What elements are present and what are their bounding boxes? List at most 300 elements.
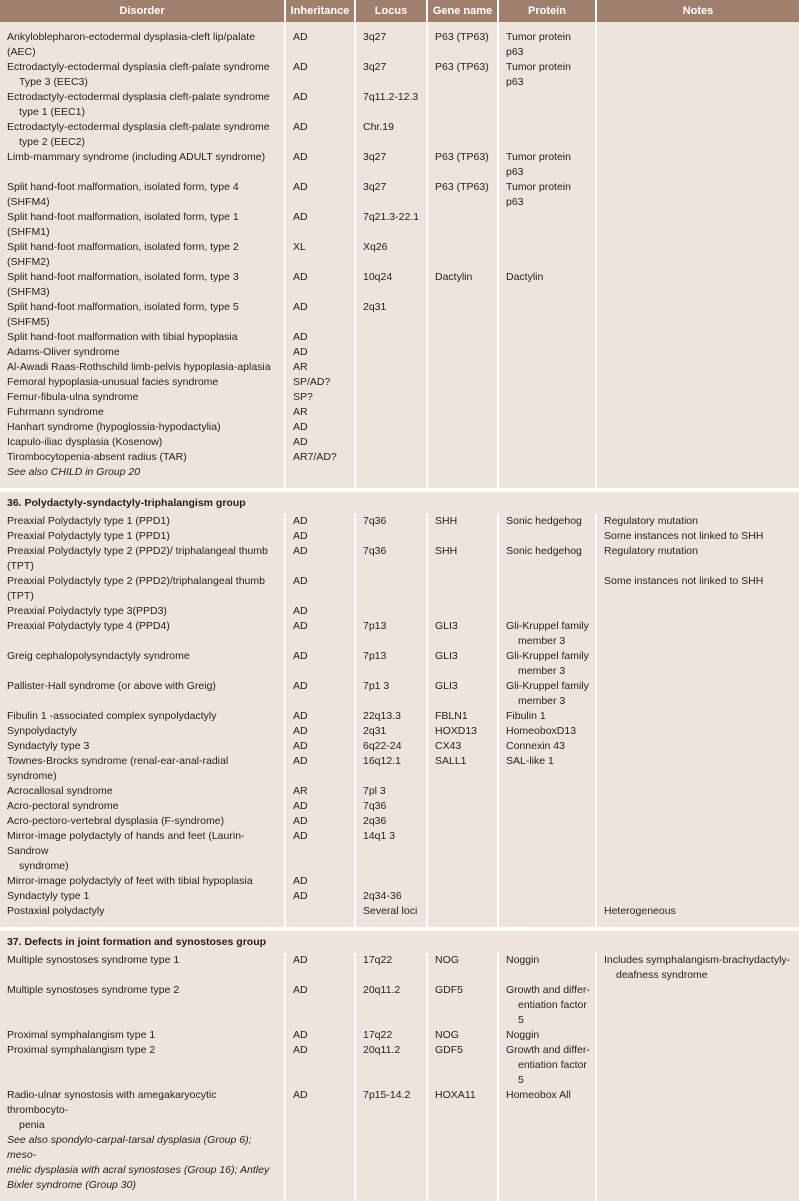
cell-line: Noggin — [506, 1029, 540, 1041]
cell-disorder — [0, 30, 285, 60]
cell-disorder — [0, 604, 285, 619]
cell-locus — [355, 604, 427, 619]
cell-line: Some instances not linked to SHH — [604, 530, 764, 542]
header-notes: Notes — [596, 0, 799, 22]
cell-notes — [596, 814, 799, 829]
spacer-cell — [0, 1193, 285, 1201]
cell-inheritance: AD — [285, 814, 355, 829]
table-row — [0, 874, 799, 889]
cell-gene — [427, 120, 498, 150]
cell-notes — [596, 375, 799, 390]
spacer-cell — [596, 22, 799, 30]
cell-gene — [427, 829, 498, 874]
spacer-cell — [427, 1193, 498, 1201]
cell-gene: SHH — [427, 514, 498, 529]
cell-inheritance: SP? — [285, 390, 355, 405]
cell-protein — [498, 300, 596, 330]
table-row — [0, 150, 799, 180]
cell-inheritance: AD — [285, 180, 355, 210]
cell-line: HomeoboxD13 — [506, 725, 577, 737]
cell-line: Preaxial Polydactyly type 2 (PPD2)/ triphalangeal thumb (TPT) — [7, 545, 268, 572]
cell-protein — [498, 983, 596, 1028]
cell-notes — [596, 60, 799, 90]
cell-protein — [498, 799, 596, 814]
cell-notes — [596, 889, 799, 904]
table-row — [0, 784, 799, 799]
cell-line: Mirror-image polydactyly of feet with tibial hypoplasia — [7, 875, 253, 887]
cell-locus: 2q31 — [355, 724, 427, 739]
cell-gene: GDF5 — [427, 983, 498, 1028]
cell-notes — [596, 240, 799, 270]
cell-locus: 7q11.2-12.3 — [355, 90, 427, 120]
cell-line: Femur-fibula-ulna syndrome — [7, 391, 139, 403]
cell-line: Preaxial Polydactyly type 2 (PPD2)/triphalangeal thumb (TPT) — [7, 575, 265, 602]
spacer-cell — [285, 1193, 355, 1201]
cell-protein — [498, 649, 596, 679]
spacer-cell — [498, 1193, 596, 1201]
spacer-cell — [427, 22, 498, 30]
cell-protein — [498, 574, 596, 604]
cell-gene — [427, 814, 498, 829]
cell-line: entiation factor 5 — [518, 999, 587, 1026]
cell-protein — [498, 150, 596, 180]
cell-disorder — [0, 829, 285, 874]
cell-notes — [596, 754, 799, 784]
spacer-cell — [355, 919, 427, 927]
cell-locus: Chr.19 — [355, 120, 427, 150]
cell-gene: P63 (TP63) — [427, 150, 498, 180]
cell-line: Bixler syndrome (Group 30) — [7, 1179, 136, 1191]
cell-inheritance: AD — [285, 330, 355, 345]
cell-protein — [498, 465, 596, 480]
group-heading-row — [0, 931, 799, 953]
spacer-cell — [0, 480, 285, 488]
spacer-row — [0, 22, 799, 30]
cell-locus: 2q36 — [355, 814, 427, 829]
cell-notes — [596, 983, 799, 1028]
cell-notes — [596, 345, 799, 360]
header-gene-name: Gene name — [427, 0, 498, 22]
cell-line: member 3 — [518, 665, 566, 677]
cell-inheritance — [285, 904, 355, 919]
cell-line: Split hand-foot malformation, isolated form, type 4 (SHFM4) — [7, 181, 239, 208]
cell-protein — [498, 724, 596, 739]
cell-gene: SALL1 — [427, 754, 498, 784]
cell-gene — [427, 874, 498, 889]
cell-notes — [596, 724, 799, 739]
cell-notes — [596, 360, 799, 375]
cell-line: Some instances not linked to SHH — [604, 575, 764, 587]
cell-line: Radio-ulnar synostosis with amegakaryocytic thrombocyto- — [7, 1089, 217, 1116]
cell-disorder — [0, 544, 285, 574]
cell-line: Split hand-foot malformation, isolated form, type 2 (SHFM2) — [7, 241, 239, 268]
cell-gene: P63 (TP63) — [427, 30, 498, 60]
cell-gene — [427, 799, 498, 814]
cell-line: Postaxial polydactyly — [7, 905, 105, 917]
cell-line: Tumor protein p63 — [506, 181, 571, 208]
cell-notes — [596, 874, 799, 889]
spacer-cell — [285, 480, 355, 488]
cell-disorder — [0, 60, 285, 90]
cell-gene — [427, 360, 498, 375]
cell-notes — [596, 619, 799, 649]
cell-line: See also spondylo-carpal-tarsal dysplasia (Group 6); meso- — [7, 1134, 252, 1161]
spacer-cell — [427, 480, 498, 488]
cell-gene: GLI3 — [427, 649, 498, 679]
table-row — [0, 739, 799, 754]
cell-disorder — [0, 390, 285, 405]
cell-disorder — [0, 375, 285, 390]
cell-gene: GDF5 — [427, 1043, 498, 1088]
cell-protein — [498, 210, 596, 240]
spacer-cell — [498, 480, 596, 488]
cell-gene: HOXA11 — [427, 1088, 498, 1133]
cell-line: Growth and differ- — [506, 984, 590, 996]
cell-locus: 7p13 — [355, 619, 427, 649]
table-row — [0, 1088, 799, 1133]
cell-gene — [427, 435, 498, 450]
cell-gene — [427, 529, 498, 544]
cell-inheritance: XL — [285, 240, 355, 270]
cell-gene — [427, 90, 498, 120]
cell-disorder — [0, 709, 285, 724]
cell-disorder — [0, 784, 285, 799]
cell-disorder — [0, 1088, 285, 1133]
table-row — [0, 435, 799, 450]
cell-locus: 16q12.1 — [355, 754, 427, 784]
cell-gene — [427, 330, 498, 345]
cell-notes — [596, 739, 799, 754]
cell-notes — [596, 1043, 799, 1088]
cell-gene: HOXD13 — [427, 724, 498, 739]
cell-locus — [355, 435, 427, 450]
cell-gene — [427, 465, 498, 480]
cell-notes — [596, 270, 799, 300]
cell-gene — [427, 604, 498, 619]
table-row — [0, 450, 799, 465]
cell-inheritance: AD — [285, 983, 355, 1028]
cell-line: Fibulin 1 — [506, 710, 546, 722]
cell-locus: 7p13 — [355, 649, 427, 679]
cell-protein — [498, 180, 596, 210]
table-row — [0, 300, 799, 330]
cell-inheritance: AR — [285, 360, 355, 375]
table-row — [0, 514, 799, 529]
cell-inheritance: AD — [285, 739, 355, 754]
cell-line: Homeobox All — [506, 1089, 571, 1101]
table-row — [0, 709, 799, 724]
group-title: 36. Polydactyly-syndactyly-triphalangism group — [0, 492, 799, 514]
table-row — [0, 529, 799, 544]
cell-line: Femoral hypoplasia-unusual facies syndrome — [7, 376, 219, 388]
cell-inheritance: AD — [285, 799, 355, 814]
cell-notes — [596, 300, 799, 330]
cell-locus: 3q27 — [355, 30, 427, 60]
cell-disorder — [0, 1133, 285, 1193]
table-row — [0, 390, 799, 405]
cell-line: See also CHILD in Group 20 — [7, 466, 141, 478]
cell-inheritance: AD — [285, 150, 355, 180]
table-row — [0, 649, 799, 679]
spacer-cell — [498, 22, 596, 30]
cell-locus: 7q36 — [355, 514, 427, 529]
cell-inheritance — [285, 1133, 355, 1193]
cell-inheritance: AD — [285, 1028, 355, 1043]
cell-locus — [355, 1133, 427, 1193]
cell-protein — [498, 330, 596, 345]
cell-protein — [498, 90, 596, 120]
cell-inheritance: AD — [285, 529, 355, 544]
header-protein: Protein — [498, 0, 596, 22]
cell-notes — [596, 90, 799, 120]
cell-inheritance: AR — [285, 405, 355, 420]
cell-gene — [427, 375, 498, 390]
cell-disorder — [0, 180, 285, 210]
table-row — [0, 180, 799, 210]
cell-locus: 20q11.2 — [355, 983, 427, 1028]
cell-disorder — [0, 799, 285, 814]
cell-disorder — [0, 679, 285, 709]
table-row — [0, 90, 799, 120]
cell-disorder — [0, 814, 285, 829]
cell-line: melic dysplasia with acral synostoses (Group 16); Antley — [7, 1164, 270, 1176]
cell-line: Acrocallosal syndrome — [7, 785, 113, 797]
cell-line: Proximal symphalangism type 2 — [7, 1044, 156, 1056]
cell-line: Gli-Kruppel family — [506, 620, 589, 632]
cell-line: Icapulo-iliac dysplasia (Kosenow) — [7, 436, 163, 448]
spacer-cell — [355, 1193, 427, 1201]
spacer-cell — [355, 22, 427, 30]
cell-protein — [498, 450, 596, 465]
cell-line: Fibulin 1 -associated complex synpolydactyly — [7, 710, 217, 722]
cell-locus — [355, 574, 427, 604]
cell-inheritance: AD — [285, 724, 355, 739]
cell-protein — [498, 375, 596, 390]
cell-notes — [596, 435, 799, 450]
cell-gene — [427, 345, 498, 360]
cell-gene: GLI3 — [427, 679, 498, 709]
cell-gene: GLI3 — [427, 619, 498, 649]
table-row — [0, 120, 799, 150]
cell-line: Ectrodactyly-ectodermal dysplasia cleft-palate syndrome — [7, 121, 270, 133]
cell-notes — [596, 679, 799, 709]
table-row — [0, 904, 799, 919]
cell-line: Heterogeneous — [604, 905, 676, 917]
cell-line: Fuhrmann syndrome — [7, 406, 104, 418]
cell-inheritance: AD — [285, 604, 355, 619]
header-inheritance: Inheritance — [285, 0, 355, 22]
cell-gene — [427, 300, 498, 330]
table-row — [0, 60, 799, 90]
cell-notes — [596, 420, 799, 435]
spacer-cell — [0, 919, 285, 927]
cell-inheritance: AD — [285, 544, 355, 574]
cell-inheritance: AD — [285, 435, 355, 450]
cell-protein — [498, 604, 596, 619]
cell-inheritance: AD — [285, 210, 355, 240]
cell-line: Split hand-foot malformation, isolated form, type 1 (SHFM1) — [7, 211, 239, 238]
cell-notes — [596, 1088, 799, 1133]
table-row — [0, 405, 799, 420]
cell-notes — [596, 330, 799, 345]
cell-disorder — [0, 360, 285, 375]
cell-line: type 2 (EEC2) — [19, 136, 85, 148]
cell-line: Al-Awadi Raas-Rothschild limb-pelvis hypoplasia-aplasia — [7, 361, 271, 373]
cell-locus — [355, 465, 427, 480]
cell-line: Synpolydactyly — [7, 725, 78, 737]
cell-line: Regulatory mutation — [604, 515, 698, 527]
cell-notes — [596, 390, 799, 405]
cell-line: penia — [19, 1119, 45, 1131]
cell-line: Preaxial Polydactyly type 1 (PPD1) — [7, 515, 170, 527]
cell-protein — [498, 435, 596, 450]
table-row — [0, 420, 799, 435]
cell-disorder — [0, 739, 285, 754]
cell-line: Preaxial Polydactyly type 1 (PPD1) — [7, 530, 170, 542]
cell-line: Preaxial Polydactyly type 3(PPD3) — [7, 605, 167, 617]
cell-inheritance: AD — [285, 619, 355, 649]
cell-line: Ankyloblepharon-ectodermal dysplasia-cleft lip/palate (AEC) — [7, 31, 256, 58]
cell-gene: FBLN1 — [427, 709, 498, 724]
table-row — [0, 1133, 799, 1193]
cell-locus — [355, 529, 427, 544]
cell-gene — [427, 450, 498, 465]
cell-line: Hanhart syndrome (hypoglossia-hypodactylia) — [7, 421, 221, 433]
cell-locus: 17q22 — [355, 953, 427, 983]
cell-notes — [596, 799, 799, 814]
cell-notes — [596, 529, 799, 544]
table-row — [0, 465, 799, 480]
cell-disorder — [0, 120, 285, 150]
cell-inheritance: AD — [285, 60, 355, 90]
cell-locus: 2q31 — [355, 300, 427, 330]
cell-locus: 22q13.3 — [355, 709, 427, 724]
cell-inheritance: AD — [285, 420, 355, 435]
cell-disorder — [0, 210, 285, 240]
cell-line: Adams-Oliver syndrome — [7, 346, 120, 358]
cell-inheritance: AD — [285, 709, 355, 724]
cell-protein — [498, 120, 596, 150]
cell-disorder — [0, 150, 285, 180]
cell-protein — [498, 1088, 596, 1133]
cell-inheritance: AD — [285, 874, 355, 889]
table-row — [0, 829, 799, 874]
cell-line: Acro-pectoro-vertebral dysplasia (F-syndrome) — [7, 815, 225, 827]
header-row — [0, 0, 799, 22]
cell-inheritance: AD — [285, 754, 355, 784]
cell-protein — [498, 679, 596, 709]
table-row — [0, 1043, 799, 1088]
group-heading-row — [0, 492, 799, 514]
table-row — [0, 814, 799, 829]
cell-disorder — [0, 300, 285, 330]
cell-inheritance: AD — [285, 514, 355, 529]
cell-line: Split hand-foot malformation, isolated form, type 3 (SHFM3) — [7, 271, 239, 298]
cell-gene — [427, 904, 498, 919]
cell-line: Regulatory mutation — [604, 545, 698, 557]
cell-disorder — [0, 90, 285, 120]
cell-disorder — [0, 450, 285, 465]
cell-protein — [498, 405, 596, 420]
cell-line: Proximal symphalangism type 1 — [7, 1029, 156, 1041]
cell-line: Acro-pectoral syndrome — [7, 800, 119, 812]
cell-protein — [498, 1028, 596, 1043]
cell-line: Multiple synostoses syndrome type 1 — [7, 954, 180, 966]
table-row — [0, 210, 799, 240]
cell-protein — [498, 889, 596, 904]
cell-inheritance: AD — [285, 1088, 355, 1133]
header-locus: Locus — [355, 0, 427, 22]
cell-locus: 17q22 — [355, 1028, 427, 1043]
table-row — [0, 360, 799, 375]
cell-disorder — [0, 345, 285, 360]
cell-protein — [498, 420, 596, 435]
cell-line: Multiple synostoses syndrome type 2 — [7, 984, 180, 996]
cell-inheritance: AD — [285, 953, 355, 983]
table-row — [0, 574, 799, 604]
cell-disorder — [0, 514, 285, 529]
cell-protein — [498, 904, 596, 919]
cell-protein — [498, 544, 596, 574]
cell-disorder — [0, 904, 285, 919]
spacer-cell — [498, 919, 596, 927]
cell-line: Mirror-image polydactyly of hands and feet (Laurin-Sandrow — [7, 830, 245, 857]
cell-locus — [355, 360, 427, 375]
cell-locus — [355, 420, 427, 435]
cell-inheritance: SP/AD? — [285, 375, 355, 390]
cell-locus: 3q27 — [355, 180, 427, 210]
cell-gene — [427, 574, 498, 604]
cell-line: deafness syndrome — [616, 969, 708, 981]
cell-gene: SHH — [427, 544, 498, 574]
cell-protein — [498, 709, 596, 724]
cell-line: entiation factor 5 — [518, 1059, 587, 1086]
cell-notes — [596, 514, 799, 529]
cell-disorder — [0, 874, 285, 889]
spacer-row — [0, 480, 799, 488]
cell-line: member 3 — [518, 695, 566, 707]
table-body — [0, 22, 799, 1201]
cell-line: Tirombocytopenia-absent radius (TAR) — [7, 451, 187, 463]
cell-line: Split hand-foot malformation, isolated form, type 5 (SHFM5) — [7, 301, 239, 328]
cell-notes — [596, 30, 799, 60]
spacer-cell — [355, 480, 427, 488]
cell-inheritance: AR — [285, 784, 355, 799]
cell-protein — [498, 874, 596, 889]
cell-disorder — [0, 754, 285, 784]
cell-locus — [355, 390, 427, 405]
cell-locus: 2q34-36 — [355, 889, 427, 904]
cell-locus: 3q27 — [355, 60, 427, 90]
cell-gene: CX43 — [427, 739, 498, 754]
cell-disorder — [0, 1043, 285, 1088]
cell-protein — [498, 60, 596, 90]
cell-line: Greig cephalopolysyndactyly syndrome — [7, 650, 190, 662]
cell-gene — [427, 390, 498, 405]
cell-locus: 7p15-14.2 — [355, 1088, 427, 1133]
cell-locus: 14q1 3 — [355, 829, 427, 874]
table-row — [0, 270, 799, 300]
table-row — [0, 544, 799, 574]
cell-line: Syndactyly type 3 — [7, 740, 90, 752]
cell-notes — [596, 829, 799, 874]
cell-line: Dactylin — [506, 271, 544, 283]
cell-protein — [498, 814, 596, 829]
cell-line: Limb-mammary syndrome (including ADULT syndrome) — [7, 151, 266, 163]
cell-notes — [596, 544, 799, 574]
cell-disorder — [0, 724, 285, 739]
cell-gene — [427, 405, 498, 420]
